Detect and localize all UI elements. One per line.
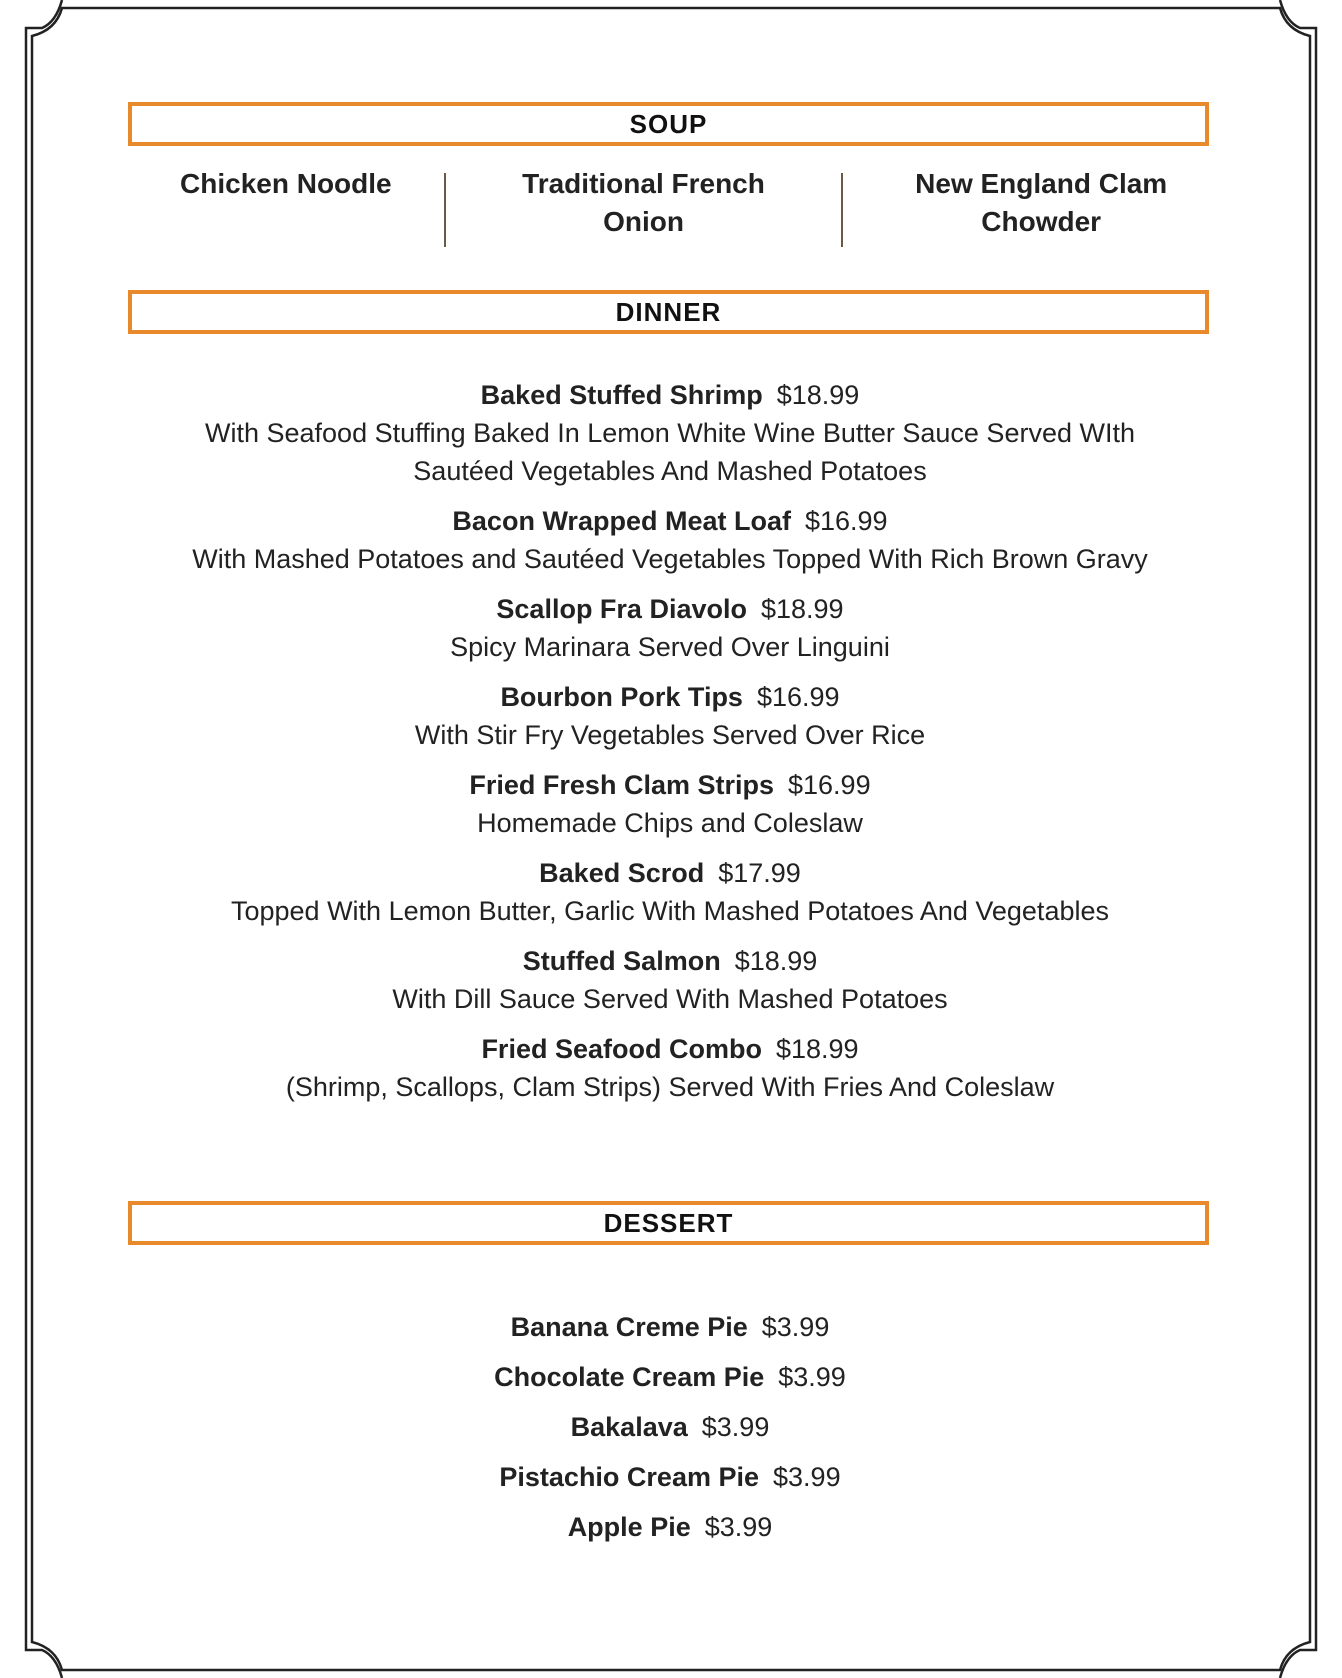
dinner-item-name: Scallop Fra Diavolo: [496, 594, 747, 624]
dinner-item-name: Baked Stuffed Shrimp: [480, 380, 763, 410]
dessert-item: [90, 1308, 1250, 1346]
dessert-item-price: $3.99: [701, 1412, 770, 1442]
dinner-item-description: Topped With Lemon Butter, Garlic With Mashed Potatoes And Vegetables: [230, 896, 1109, 926]
dinner-item: [90, 376, 1250, 490]
dessert-item-name: Banana Creme Pie: [510, 1312, 748, 1342]
dinner-item: [90, 1030, 1250, 1106]
dinner-item-price: $16.99: [804, 506, 888, 536]
dinner-item-name: Bourbon Pork Tips: [500, 682, 743, 712]
dinner-item-name: Bacon Wrapped Meat Loaf: [452, 506, 791, 536]
dessert-item-name: Apple Pie: [567, 1512, 691, 1542]
dessert-item-price: $3.99: [778, 1362, 846, 1392]
dinner-item-description: Homemade Chips and Coleslaw: [477, 808, 863, 838]
dinner-item: [90, 766, 1250, 842]
soup-items: [128, 165, 1209, 249]
dinner-list: [90, 376, 1250, 1118]
dessert-item: [90, 1408, 1250, 1446]
dinner-item-price: $16.99: [788, 770, 871, 800]
dinner-item-price: $18.99: [760, 594, 844, 624]
dinner-item-description: (Shrimp, Scallops, Clam Strips) Served With Fries And Coleslaw: [285, 1072, 1055, 1102]
dinner-item-name: Stuffed Salmon: [522, 946, 721, 976]
dinner-item-description: With Mashed Potatoes and Sautéed Vegetables Topped With Rich Brown Gravy: [192, 544, 1148, 574]
dessert-item-price: $3.99: [761, 1312, 830, 1342]
dinner-header: DINNER: [128, 290, 1209, 334]
dessert-item: [90, 1508, 1250, 1546]
dessert-item-name: Chocolate Cream Pie: [494, 1362, 765, 1392]
dinner-item-name: Fried Fresh Clam Strips: [469, 770, 774, 800]
dinner-item-description: Spicy Marinara Served Over Linguini: [450, 632, 890, 662]
dinner-item: [90, 854, 1250, 930]
soup-item: Chicken Noodle: [180, 168, 392, 199]
dessert-item-price: $3.99: [704, 1512, 773, 1542]
dinner-item-price: $17.99: [718, 858, 801, 888]
dessert-item-name: Bakalava: [570, 1412, 688, 1442]
soup-header: SOUP: [128, 102, 1209, 146]
dinner-item-description: With Stir Fry Vegetables Served Over Rice: [414, 720, 926, 750]
dinner-item-price: $18.99: [775, 1034, 859, 1064]
dinner-item: [90, 590, 1250, 666]
dinner-item-description: With Seafood Stuffing Baked In Lemon White Wine Butter Sauce Served WIth Sautéed Vegetables And Mashed Potatoes: [205, 418, 1135, 486]
dinner-item: [90, 678, 1250, 754]
dessert-item-name: Pistachio Cream Pie: [499, 1462, 760, 1492]
dinner-item-description: With Dill Sauce Served With Mashed Potatoes: [392, 984, 948, 1014]
dinner-item: [90, 502, 1250, 578]
dinner-item-name: Baked Scrod: [539, 858, 705, 888]
dinner-item: [90, 942, 1250, 1018]
dessert-item: [90, 1358, 1250, 1396]
dessert-header: DESSERT: [128, 1201, 1209, 1245]
soup-item: New England Clam Chowder: [915, 168, 1168, 237]
dinner-item-name: Fried Seafood Combo: [481, 1034, 762, 1064]
dessert-item: [90, 1458, 1250, 1496]
dessert-item-price: $3.99: [773, 1462, 841, 1492]
dinner-item-price: $18.99: [776, 380, 860, 410]
dinner-item-price: $18.99: [734, 946, 818, 976]
soup-item: Traditional French Onion: [522, 168, 765, 237]
dessert-list: [90, 1308, 1250, 1558]
dinner-item-price: $16.99: [756, 682, 840, 712]
